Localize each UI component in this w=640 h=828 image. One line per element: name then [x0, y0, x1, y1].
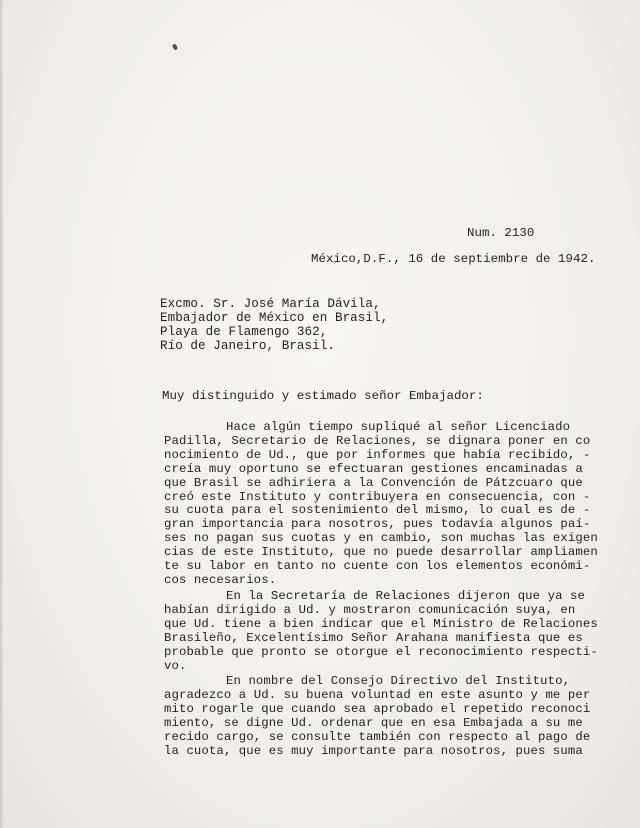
paragraph-line: gran importancia para nosotros, pues todavía algunos paí-	[164, 517, 591, 532]
paragraph-line: vo.	[164, 658, 187, 673]
paragraph-line: En nombre del Consejo Directivo del Instituto,	[226, 674, 571, 688]
paragraph-1	[164, 421, 604, 588]
paper-edge-shadow	[0, 0, 4, 828]
paragraph-line: habían dirigido a Ud. y mostraron comunicación suya, en	[164, 602, 576, 617]
paragraph-line: miento, se digne Ud. ordenar que en esa Embajada a su me	[164, 715, 583, 730]
paragraph-line: nocimiento de Ud., que por informes que había recibido, -	[164, 447, 591, 462]
reference-number: Num. 2130	[467, 226, 535, 240]
recipient-line: Embajador de México en Brasil,	[160, 311, 389, 325]
paragraph-line: cos necesarios.	[164, 572, 277, 587]
paragraph-line: En la Secretaría de Relaciones dijeron que ya se	[226, 589, 586, 603]
paragraph-line: Brasileño, Excelentísimo Señor Arahana manifiesta que es	[164, 630, 583, 645]
place-and-date: México,D.F., 16 de septiembre de 1942.	[311, 252, 596, 266]
paragraph-line: ses no pagan sus cuotas y en cambio, son muchas las exigen	[164, 531, 598, 546]
paragraph-line: su cuota para el sostenimiento del mismo, lo cual es de -	[164, 503, 591, 518]
paragraph-line: creía muy oportuno se efectuaran gestiones encaminadas a	[164, 461, 583, 476]
paragraph-2	[164, 590, 604, 673]
paragraph-line: que Brasil se adhiriera a la Convención de Pátzcuaro que	[164, 475, 583, 490]
paragraph-line: Padilla, Secretario de Relaciones, se dignara poner en co	[164, 433, 591, 448]
paragraph-line: la cuota, que es muy importante para nosotros, pues suma	[164, 743, 583, 758]
paragraph-line: mito rogarle que cuando sea aprobado el repetido reconoci	[164, 701, 591, 716]
ink-speck	[172, 43, 178, 50]
paragraph-line: probable que pronto se otorgue el reconocimiento respecti-	[164, 644, 598, 659]
paragraph-line: Hace algún tiempo supliqué al señor Licenciado	[226, 420, 571, 434]
paragraph-line: recido cargo, se consulte también con respecto al pago de	[164, 729, 591, 744]
recipient-line: Playa de Flamengo 362,	[160, 325, 328, 339]
paragraph-line: cias de este Instituto, que no puede desarrollar ampliamen	[164, 545, 598, 560]
paragraph-line: creó este Instituto y contribuyera en consecuencia, con -	[164, 489, 591, 504]
recipient-line: Río de Janeiro, Brasil.	[160, 339, 335, 353]
paragraph-line: agradezco a Ud. su buena voluntad en este asunto y me per	[164, 687, 591, 702]
salutation: Muy distinguido y estimado señor Embajador:	[162, 389, 484, 403]
paragraph-line: te su labor en tanto no cuente con los elementos económi-	[164, 559, 591, 574]
paragraph-line: que Ud. tiene a bien indicar que el Ministro de Relaciones	[164, 616, 598, 631]
recipient-line: Excmo. Sr. José María Dávila,	[160, 297, 381, 311]
paragraph-3	[164, 675, 604, 758]
